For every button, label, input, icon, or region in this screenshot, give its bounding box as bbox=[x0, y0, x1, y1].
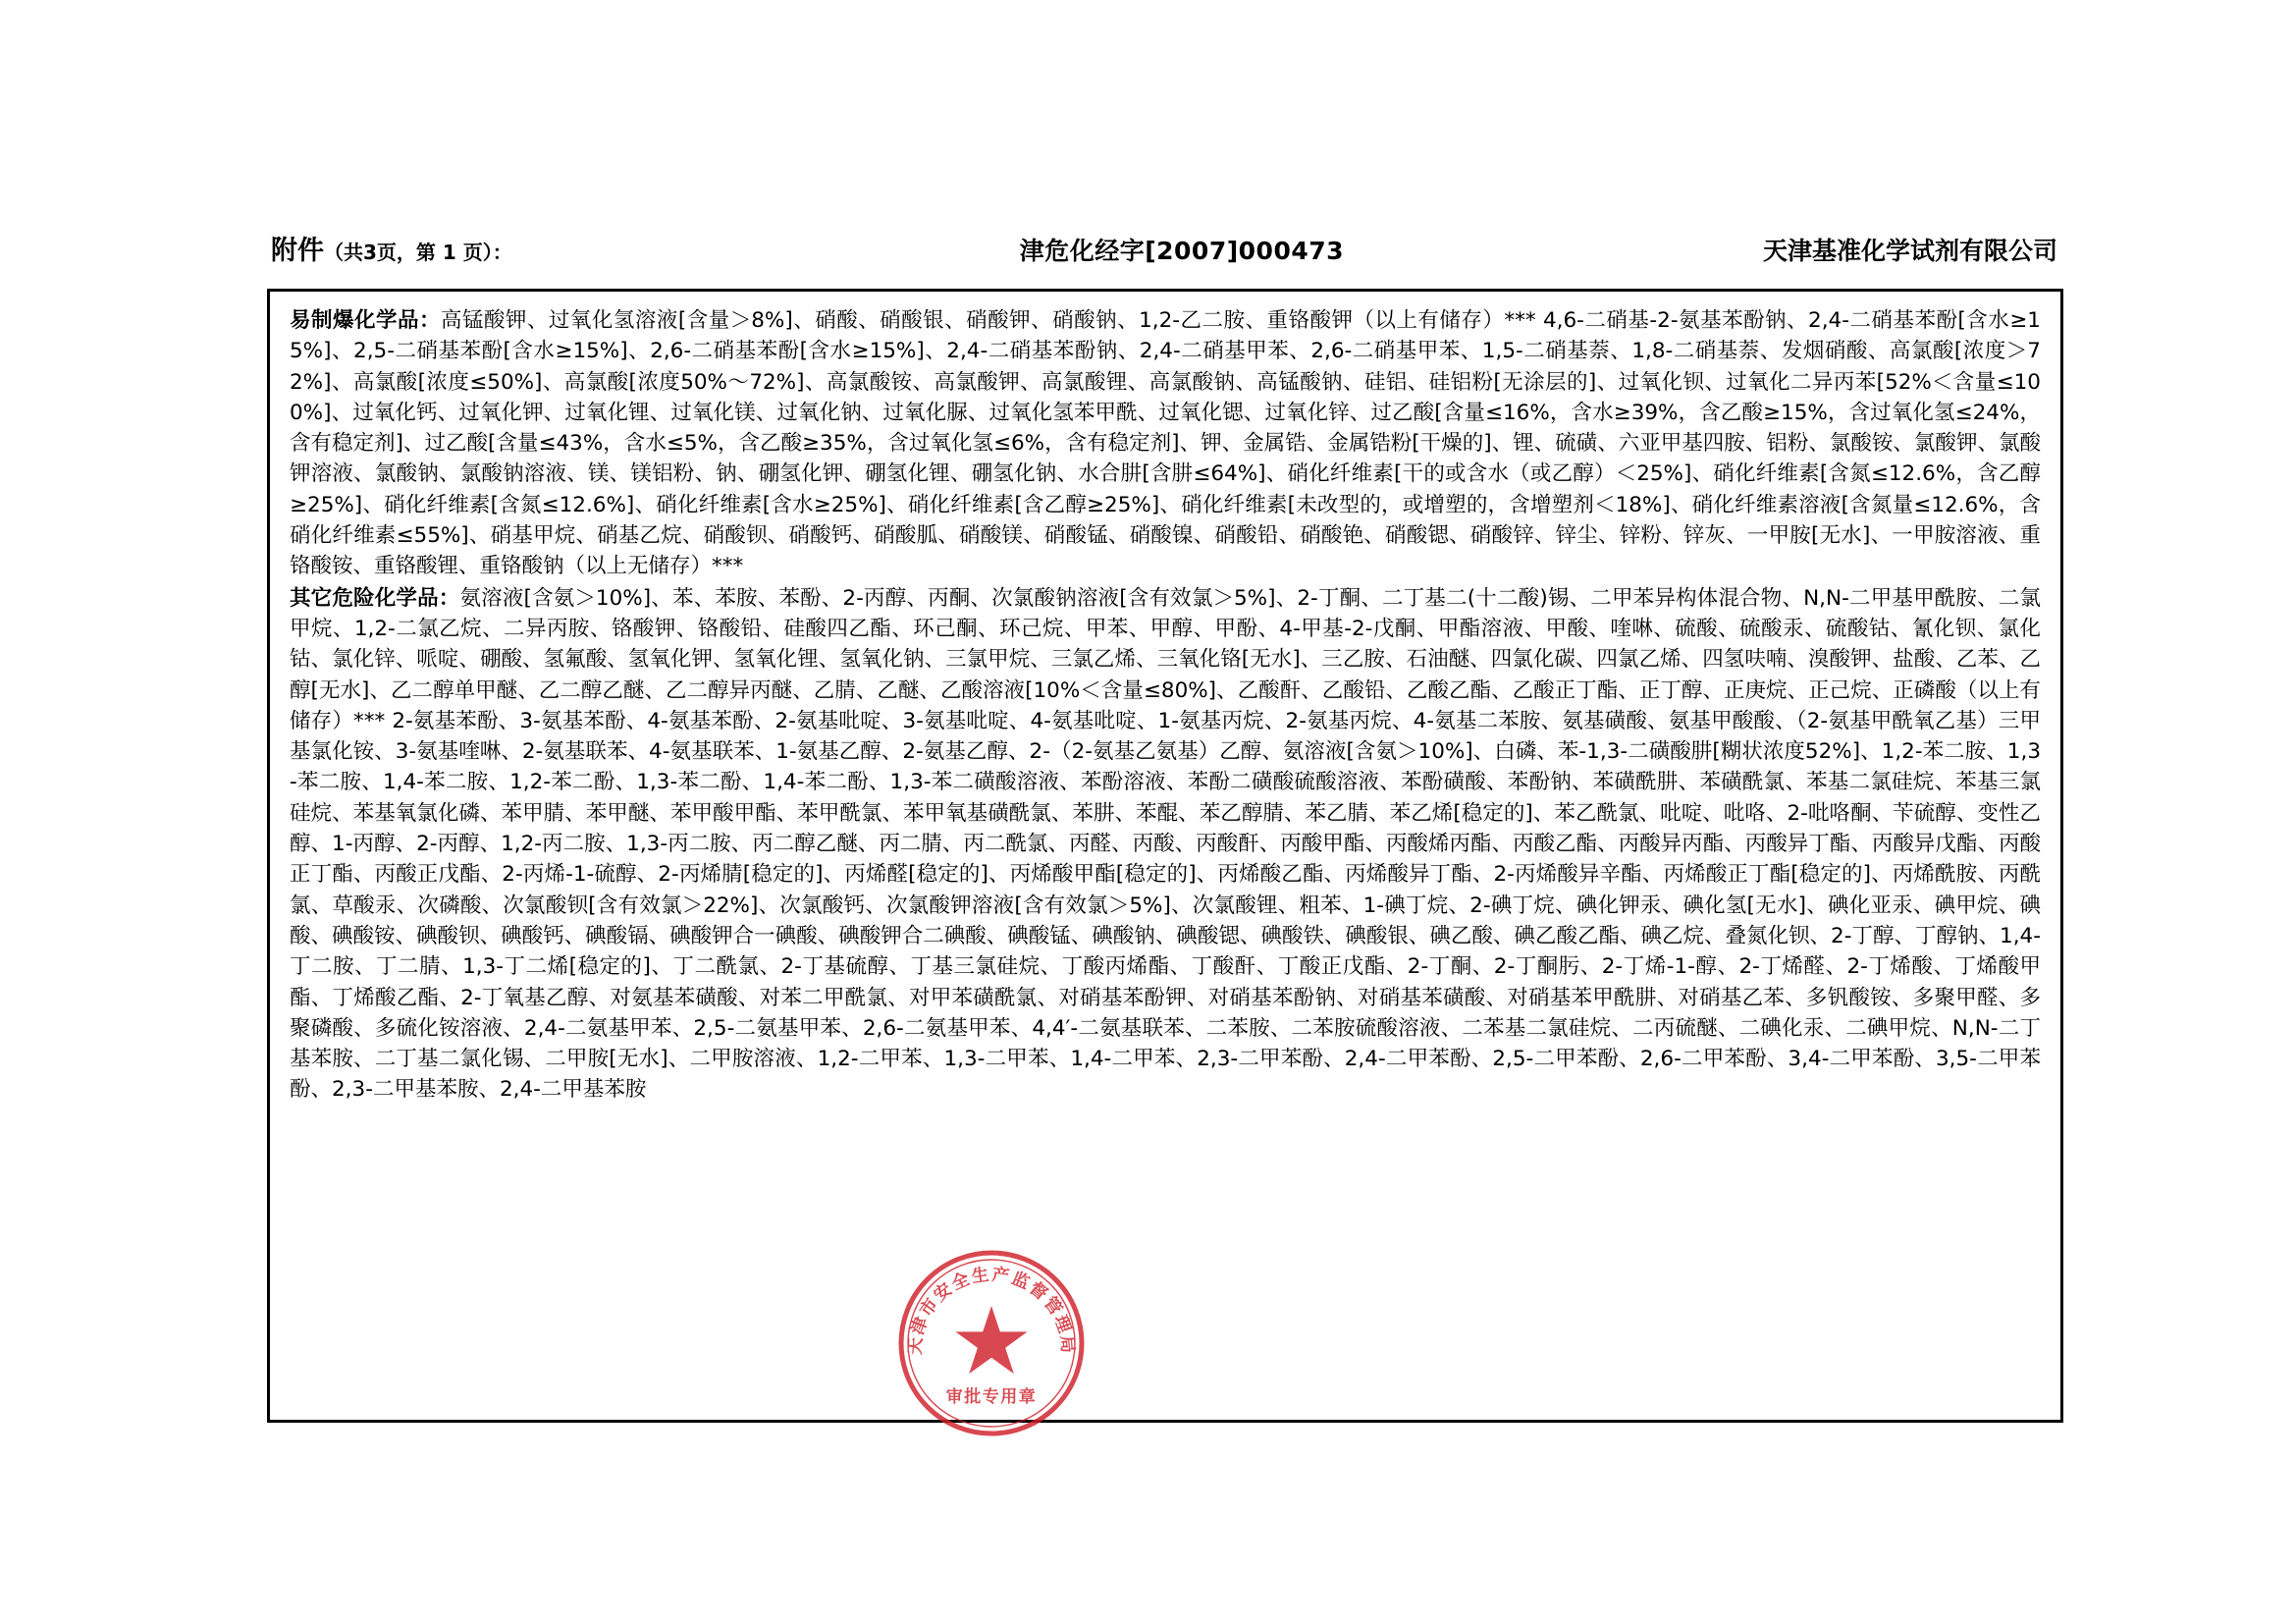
document-number: 津危化经字[2007]000473 bbox=[1019, 237, 1345, 265]
section-title-other: 其它危险化学品： bbox=[290, 585, 460, 611]
attachment-subtitle: （共3页，第 1 页）： bbox=[324, 241, 512, 264]
section-body-other: 氨溶液[含氨＞10%]、苯、苯胺、苯酚、2-丙醇、丙酮、次氯酸钠溶液[含有效氯＞5%]、2-丁酮、二丁基二(十二酸)锡、二甲苯异构体混合物、N,N-二甲基甲酰胺、二氯甲烷、1,2-二氯乙烷、二异丙胺、铬酸钾、铬酸铅、硅酸四乙酯、环己酮、环己烷、甲苯、甲醇、甲酚、4-甲基-2-戊酮、甲酯溶液、甲酸、喹啉、硫酸、硫酸汞、硫酸钴、氰化钡、氯化钴、氯化锌、哌啶、硼酸、氢氟酸、氢氧化钾、氢氧化锂、氢氧化钠、三氯甲烷、三氯乙烯、三氧化铬[无水]、三乙胺、石油醚、四氯化碳、四氯乙烯、四氢呋喃、溴酸钾、盐酸、乙苯、乙醇[无水]、乙二醇单甲醚、乙二醇乙醚、乙二醇异丙醚、乙腈、乙醚、乙酸溶液[10%＜含量≤80%]、乙酸酐、乙酸铅、乙酸乙酯、乙酸正丁酯、正丁醇、正庚烷、正己烷、正磷酸（以上有储存）*** 2-氨基苯酚、3-氨基苯酚、4-氨基苯酚、2-氨基吡啶、3-氨基吡啶、4-氨基吡啶、1-氨基丙烷、2-氨基丙烷、4-氨基二苯胺、氨基磺酸、氨基甲酸酸、（2-氨基甲酰氧乙基）三甲基氯化铵、3-氨基喹啉、2-氨基联苯、4-氨基联苯、1-氨基乙醇、2-氨基乙醇、2-（2-氨基乙氨基）乙醇、氨溶液[含氨＞10%]、白磷、苯-1,3-二磺酸肼[糊状浓度52%]、1,2-苯二胺、1,3-苯二胺、1,4-苯二胺、1,2-苯二酚、1,3-苯二酚、1,4-苯二酚、1,3-苯二磺酸溶液、苯酚溶液、苯酚二磺酸硫酸溶液、苯酚磺酸、苯酚钠、苯磺酰肼、苯磺酰氯、苯基二氯硅烷、苯基三氯硅烷、苯基氧氯化磷、苯甲腈、苯甲醚、苯甲酸甲酯、苯甲酰氯、苯甲氧基磺酰氯、苯肼、苯醌、苯乙醇腈、苯乙腈、苯乙烯[稳定的]、苯乙酰氯、吡啶、吡咯、2-吡咯酮、苄硫醇、变性乙醇、1-丙醇、2-丙醇、1,2-丙二胺、1,3-丙二胺、丙二醇乙醚、丙二腈、丙二酰氯、丙醛、丙酸、丙酸酐、丙酸甲酯、丙酸烯丙酯、丙酸乙酯、丙酸异丙酯、丙酸异丁酯、丙酸异戊酯、丙酸正丁酯、丙酸正戊酯、2-丙烯-1-硫醇、2-丙烯腈[稳定的]、丙烯醛[稳定的]、丙烯酸甲酯[稳定的]、丙烯酸乙酯、丙烯酸异丁酯、2-丙烯酸异辛酯、丙烯酸正丁酯[稳定的]、丙烯酰胺、丙酰氯、草酸汞、次磷酸、次氯酸钡[含有效氯＞22%]、次氯酸钙、次氯酸钾溶液[含有效氯＞5%]、次氯酸锂、粗苯、1-碘丁烷、2-碘丁烷、碘化钾汞、碘化氢[无水]、碘化亚汞、碘甲烷、碘酸、碘酸铵、碘酸钡、碘酸钙、碘酸镉、碘酸钾合一碘酸、碘酸钾合二碘酸、碘酸锰、碘酸钠、碘酸锶、碘酸铁、碘酸银、碘乙酸、碘乙酸乙酯、碘乙烷、叠氮化钡、2-丁醇、丁醇钠、1,4-丁二胺、丁二腈、1,3-丁二烯[稳定的]、丁二酰氯、2-丁基硫醇、丁基三氯硅烷、丁酸丙烯酯、丁酸酐、丁酸正戊酯、2-丁酮、2-丁酮肟、2-丁烯-1-醇、2-丁烯醛、2-丁烯酸、丁烯酸甲酯、丁烯酸乙酯、2-丁氧基乙醇、对氨基苯磺酸、对苯二甲酰氯、对甲苯磺酰氯、对硝基苯酚钾、对硝基苯酚钠、对硝基苯磺酸、对硝基苯甲酰肼、对硝基乙苯、多钒酸铵、多聚甲醛、多聚磷酸、多硫化铵溶液、2,4-二氨基甲苯、2,5-二氨基甲苯、2,6-二氨基甲苯、4,4′-二氨基联苯、二苯胺、二苯胺硫酸溶液、二苯基二氯硅烷、二丙硫醚、二碘化汞、二碘甲烷、N,N-二丁基苯胺、二丁基二氯化锡、二甲胺[无水]、二甲胺溶液、1,2-二甲苯、1,3-二甲苯、1,4-二甲苯、2,3-二甲苯酚、2,4-二甲苯酚、2,5-二甲苯酚、2,6-二甲苯酚、3,4-二甲苯酚、3,5-二甲苯酚、2,3-二甲基苯胺、2,4-二甲基苯胺 bbox=[290, 585, 2041, 1103]
chemical-list-box bbox=[267, 289, 2063, 1423]
section-explosive-precursors bbox=[290, 305, 2041, 582]
page-header bbox=[271, 229, 2057, 268]
svg-text:天津市安全生产监督管理局: 天津市安全生产监督管理局 bbox=[905, 1265, 1078, 1356]
section-title-explosive: 易制爆化学品： bbox=[290, 308, 441, 333]
company-name: 天津基准化学试剂有限公司 bbox=[1762, 237, 2057, 265]
section-other-hazardous bbox=[290, 583, 2041, 1106]
section-body-explosive: 高锰酸钾、过氧化氢溶液[含量＞8%]、硝酸、硝酸银、硝酸钾、硝酸钠、1,2-乙二胺、重铬酸钾（以上有储存）*** 4,6-二硝基-2-氨基苯酚钠、2,4-二硝基苯酚[含水≥15%]、2,5-二硝基苯酚[含水≥15%]、2,6-二硝基苯酚[含水≥15%]、2,4-二硝基苯酚钠、2,4-二硝基甲苯、2,6-二硝基甲苯、1,5-二硝基萘、1,8-二硝基萘、发烟硝酸、高氯酸[浓度＞72%]、高氯酸[浓度≤50%]、高氯酸[浓度50%～72%]、高氯酸铵、高氯酸钾、高氯酸锂、高氯酸钠、高锰酸钠、硅铝、硅铝粉[无涂层的]、过氧化钡、过氧化二异丙苯[52%＜含量≤100%]、过氧化钙、过氧化钾、过氧化锂、过氧化镁、过氧化钠、过氧化脲、过氧化氢苯甲酰、过氧化锶、过氧化锌、过乙酸[含量≤16%，含水≥39%，含乙酸≥15%，含过氧化氢≤24%，含有稳定剂]、过乙酸[含量≤43%，含水≤5%，含乙酸≥35%，含过氧化氢≤6%，含有稳定剂]、钾、金属锆、金属锆粉[干燥的]、锂、硫磺、六亚甲基四胺、铝粉、氯酸铵、氯酸钾、氯酸钾溶液、氯酸钠、氯酸钠溶液、镁、镁铝粉、钠、硼氢化钾、硼氢化锂、硼氢化钠、水合肼[含肼≤64%]、硝化纤维素[干的或含水（或乙醇）＜25%]、硝化纤维素[含氮≤12.6%，含乙醇≥25%]、硝化纤维素[含氮≤12.6%]、硝化纤维素[含水≥25%]、硝化纤维素[含乙醇≥25%]、硝化纤维素[未改型的，或增塑的，含增塑剂＜18%]、硝化纤维素溶液[含氮量≤12.6%，含硝化纤维素≤55%]、硝基甲烷、硝基乙烷、硝酸钡、硝酸钙、硝酸胍、硝酸镁、硝酸锰、硝酸镍、硝酸铅、硝酸铯、硝酸锶、硝酸锌、锌尘、锌粉、锌灰、一甲胺[无水]、一甲胺溶液、重铬酸铵、重铬酸锂、重铬酸钠（以上无储存）*** bbox=[290, 308, 2041, 579]
attachment-title: 附件 bbox=[271, 236, 324, 266]
svg-text:审批专用章: 审批专用章 bbox=[945, 1387, 1038, 1407]
attachment-label bbox=[271, 229, 512, 267]
